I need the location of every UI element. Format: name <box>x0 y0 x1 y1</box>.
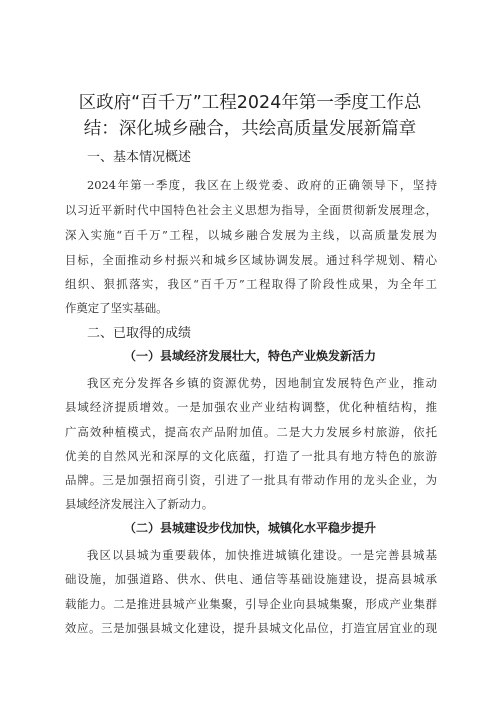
paragraph-line: 县域经济发展注入了新动力。 <box>65 497 214 511</box>
paragraph-line: 组织、狠抓落实，我区“百千万”工程取得了阶段性成果，为全年工 <box>65 277 437 291</box>
paragraph-line: 广高效种植模式，提高农产品附加值。二是大力发展乡村旅游，依托 <box>65 425 437 439</box>
paragraph-line: 我区充分发挥各乡镇的资源优势，因地制宜发展特色产业，推动 <box>87 376 437 390</box>
paragraph-line: 县域经济提质增效。一是加强农业产业结构调整，优化种植结构，推 <box>65 400 437 414</box>
paragraph-line: 础设施，加强道路、供水、供电、通信等基础设施建设，提高县城承 <box>65 572 437 586</box>
document-title-line-2: 结：深化城乡融合，共绘高质量发展新篇章 <box>83 119 417 139</box>
section-heading-achievements: 二、已取得的成绩 <box>87 326 192 341</box>
document-title-line-1: 区政府“百千万”工程2024年第一季度工作总 <box>78 93 422 113</box>
subsection-heading-county-economy: （一）县域经济发展壮大，特色产业焕发新活力 <box>123 349 376 363</box>
paragraph-line: 深入实施“百千万”工程，以城乡融合发展为主线，以高质量发展为 <box>65 228 437 242</box>
paragraph-line: 目标，全面推动乡村振兴和城乡区域协调发展。通过科学规划、精心 <box>65 253 437 267</box>
paragraph-line: 我区以县城为重要载体，加快推进城镇化建设。一是完善县城基 <box>87 548 437 562</box>
section-heading-overview: 一、基本情况概述 <box>87 150 192 165</box>
paragraph-line: 载能力。二是推进县城产业集聚，引导企业向县城集聚，形成产业集群 <box>65 597 437 611</box>
paragraph-line: 2024年第一季度，我区在上级党委、政府的正确领导下，坚持 <box>87 178 437 192</box>
paragraph-line: 以习近平新时代中国特色社会主义思想为指导，全面贯彻新发展理念， <box>65 203 437 217</box>
paragraph-line: 优美的自然风光和深厚的文化底蕴，打造了一批具有地方特色的旅游 <box>65 449 437 463</box>
paragraph-line: 效应。三是加强县城文化建设，提升县城文化品位，打造宜居宜业的现 <box>65 621 437 635</box>
paragraph-line: 品牌。三是加强招商引资，引进了一批具有带动作用的龙头企业，为 <box>65 473 437 487</box>
paragraph-line: 作奠定了坚实基础。 <box>65 301 168 315</box>
subsection-heading-county-construction: （二）县城建设步伐加快，城镇化水平稳步提升 <box>123 521 376 535</box>
